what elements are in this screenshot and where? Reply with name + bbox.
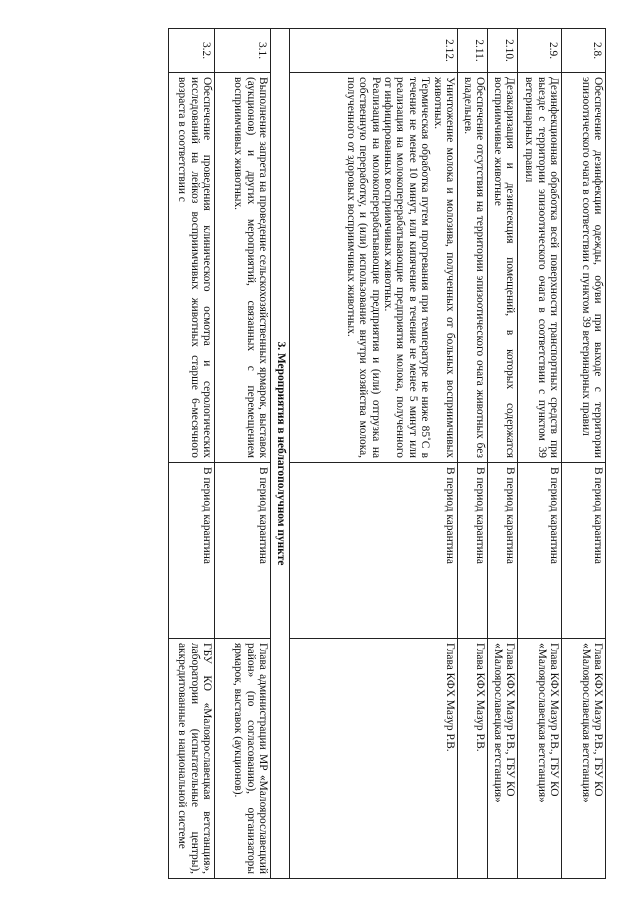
responsible-text: Глава КФХ Мазур Р.В. bbox=[458, 639, 488, 879]
measure-text: Дезинфекционная обработка всей поверхности транспортных средств при выезде с территории эпизоотического очага в соответствии с пунктом 39 ветеринарных правил bbox=[518, 73, 562, 463]
measure-paragraph: Уничтожение молока и молозива, полученных от больных восприимчивых животных. bbox=[431, 77, 456, 458]
measure-paragraph: Термическая обработка путем прогревания при температуре не ниже 85˚С в течение не менее 10 минут, или кипячение в течение не менее 5 минут или реализация на молокоперерабатывающие предприятия молока, полученного от инфицированных восприимчивых животных. bbox=[381, 77, 432, 458]
term-text: В период карантина bbox=[458, 463, 488, 639]
measure-text: Обеспечение отсутствия на территории эпизоотического очага животных без владельцев. bbox=[458, 73, 488, 463]
term-text: В период карантина bbox=[488, 463, 518, 639]
measure-text: Выполнение запрета на проведение сельскохозяйственных ярмарок, выставок (аукционов) и других мероприятий, связанных с перемещением восприимчивых животных. bbox=[215, 73, 271, 463]
measure-text bbox=[290, 73, 458, 463]
row-number: 2.11. bbox=[458, 29, 488, 73]
table-row bbox=[488, 29, 518, 879]
term-text: В период карантина bbox=[518, 463, 562, 639]
term-text: В период карантина bbox=[562, 463, 606, 639]
responsible-text: Глава КФХ Мазур Р.В., ГБУ КО «Малоярославецкая ветстанция» bbox=[518, 639, 562, 879]
measures-table bbox=[168, 28, 606, 879]
row-number: 2.9. bbox=[518, 29, 562, 73]
responsible-text: Глава администрации МР «Малоярославецкий район» (по согласованию), организаторы ярмарок, выставок (аукционов). bbox=[215, 639, 271, 879]
term-text: В период карантина bbox=[169, 463, 215, 639]
responsible-text: Глава КФХ Мазур Р.В., ГБУ КО «Малоярославецкая ветстанция» bbox=[562, 639, 606, 879]
row-number: 3.1. bbox=[215, 29, 271, 73]
measure-paragraph: Реализация на молокоперерабатывающие предприятия и (или) отгрузка на собственную переработку, и (или) использование внутри хозяйства молока, полученного от здоровых восприимчивых животных. bbox=[344, 77, 382, 458]
table-row bbox=[169, 29, 215, 879]
term-text: В период карантина bbox=[290, 463, 458, 639]
table-row bbox=[458, 29, 488, 879]
responsible-text: ГБУ КО «Малоярославецкая ветстанция», лаборатории (испытательные центры), аккредитованные в национальной системе bbox=[169, 639, 215, 879]
measure-text: Дезакаризация и дезинсекция помещений, в которых содержатся восприимчивые животные bbox=[488, 73, 518, 463]
row-number: 3.2. bbox=[169, 29, 215, 73]
measure-text: Обеспечение проведения клинического осмотра и серологических исследований на лейкоз восприимчивых животных старше 6-месячного возраста в соответствии с bbox=[169, 73, 215, 463]
row-number: 2.10. bbox=[488, 29, 518, 73]
table-row bbox=[290, 29, 458, 879]
section-heading: 3. Мероприятия в неблагополучном пункте bbox=[271, 29, 290, 879]
responsible-text: Глава КФХ Мазур Р.В., ГБУ КО «Малоярославецкая ветстанция» bbox=[488, 639, 518, 879]
row-number: 2.12. bbox=[290, 29, 458, 73]
measure-text: Обеспечение дезинфекции одежды, обуви при выходе с территории эпизоотического очага в соответствии с пунктом 39 ветеринарных правил bbox=[562, 73, 606, 463]
table-row bbox=[215, 29, 271, 879]
row-number: 2.8. bbox=[562, 29, 606, 73]
responsible-text: Глава КФХ Мазур Р.В. bbox=[290, 639, 458, 879]
term-text: В период карантина bbox=[215, 463, 271, 639]
section-header-row bbox=[271, 29, 290, 879]
table-row bbox=[518, 29, 562, 879]
table-row bbox=[562, 29, 606, 879]
